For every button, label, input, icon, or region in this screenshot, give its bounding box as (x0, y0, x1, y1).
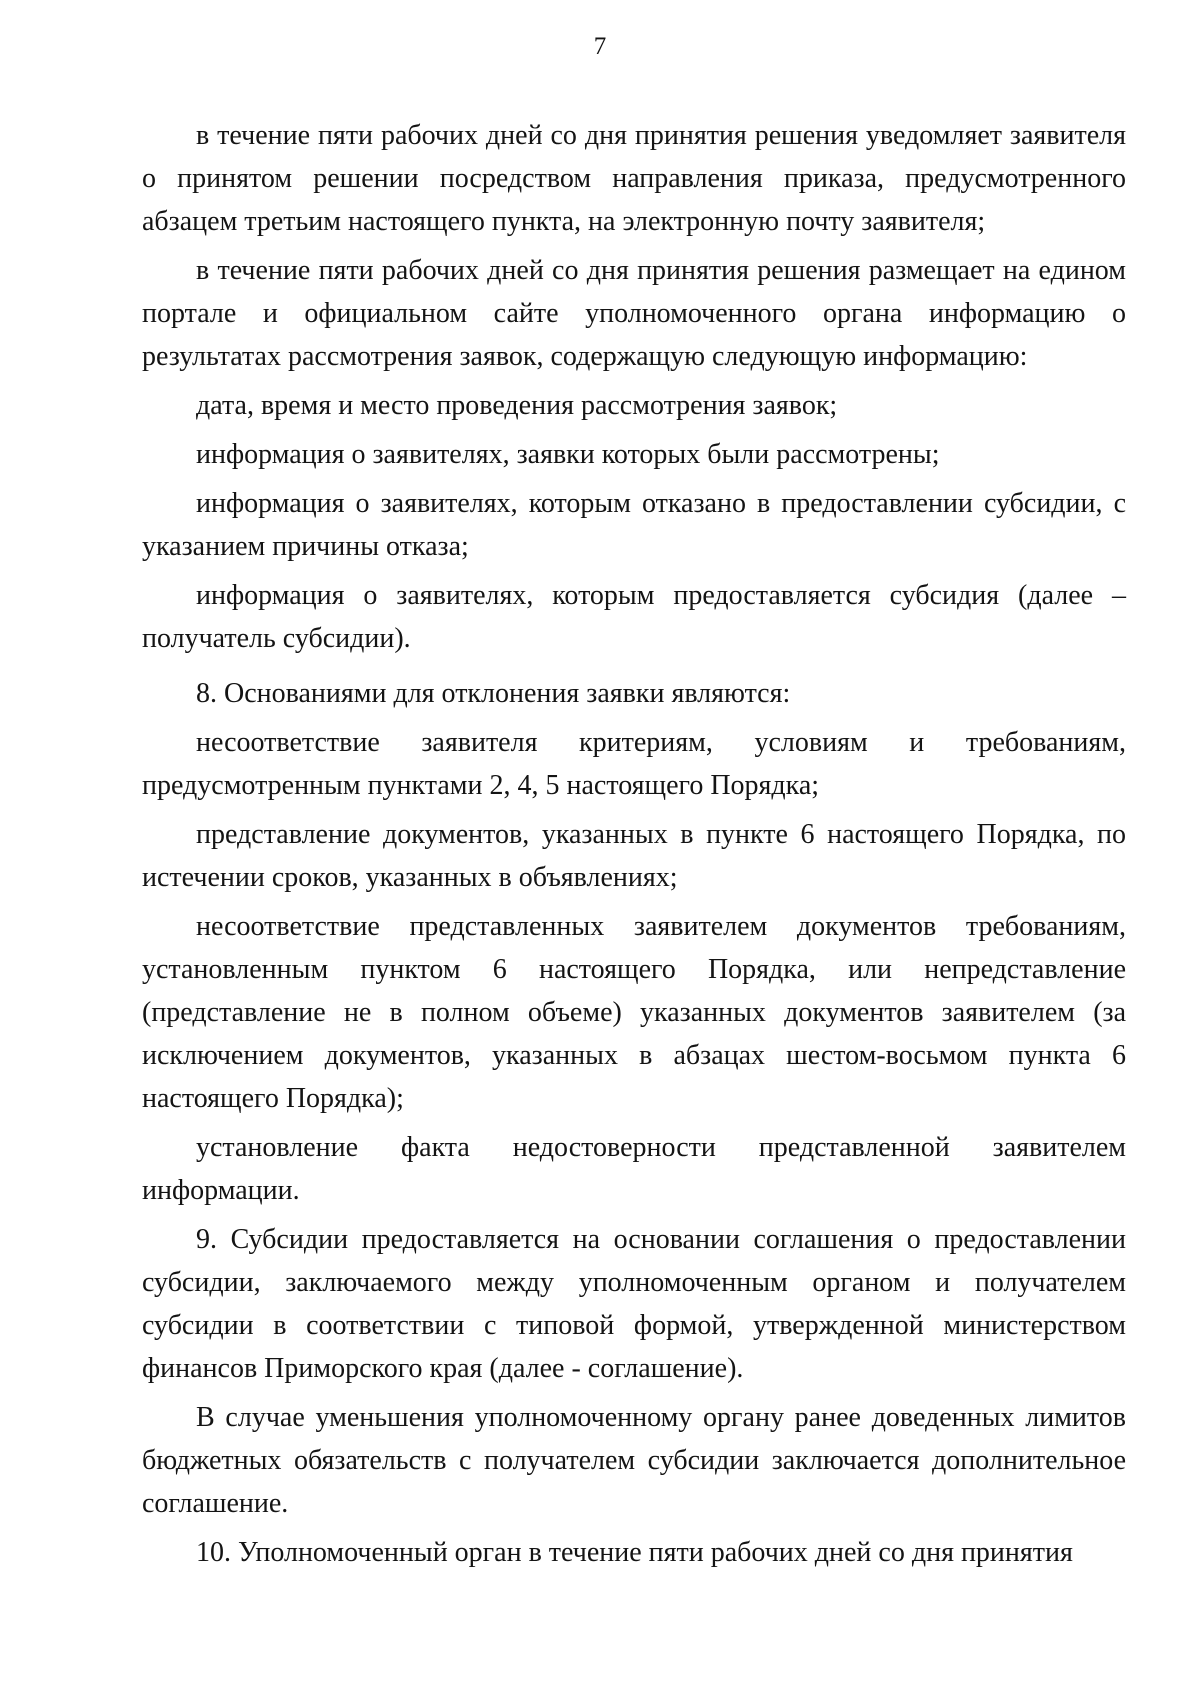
page-number: 7 (593, 33, 607, 60)
paragraph-rejection-criteria: несоответствие заявителя критериям, условиям и требованиям, предусмотренным пунктами 2, 4, 5 настоящего Порядка; (142, 727, 1126, 801)
paragraph-publish-results: в течение пяти рабочих дней со дня принятия решения размещает на едином портале и официальном сайте уполномоченного органа информацию о результатах рассмотрения заявок, содержащую следующую информацию: (142, 255, 1126, 372)
paragraph-rejection-nonconforming-documents: несоответствие представленных заявителем документов требованиям, установленным пунктом 6 настоящего Порядка, или непредставление (представление не в полном объеме) указанных документов заявителем (за исключением документов, указанных в абзацах шестом-восьмом пункта 6 настоящего Порядка); (142, 911, 1126, 1114)
paragraph-rejection-late-documents: представление документов, указанных в пункте 6 настоящего Порядка, по истечении сроков, указанных в объявлениях; (142, 819, 1126, 893)
paragraph-reviewed-applicants: информация о заявителях, заявки которых были рассмотрены; (196, 439, 940, 470)
paragraph-additional-agreement: В случае уменьшения уполномоченному органу ранее доведенных лимитов бюджетных обязательств с получателем субсидии заключается дополнительное соглашение. (142, 1402, 1126, 1519)
paragraph-section-8-heading: 8. Основаниями для отклонения заявки являются: (196, 678, 791, 709)
paragraph-subsidy-recipients: информация о заявителях, которым предоставляется субсидия (далее – получатель субсидии). (142, 580, 1126, 654)
paragraph-date-time-place: дата, время и место проведения рассмотрения заявок; (196, 390, 838, 421)
paragraph-section-9: 9. Субсидии предоставляется на основании соглашения о предоставлении субсидии, заключаемого между уполномоченным органом и получателем субсидии в соответствии с типовой формой, утвержденной министерством финансов Приморского края (далее - соглашение). (142, 1224, 1126, 1384)
paragraph-section-10: 10. Уполномоченный орган в течение пяти рабочих дней со дня принятия (196, 1537, 1073, 1568)
paragraph-notify-applicant: в течение пяти рабочих дней со дня принятия решения уведомляет заявителя о принятом решении посредством направления приказа, предусмотренного абзацем третьим настоящего пункта, на электронную почту заявителя; (142, 120, 1126, 237)
document-body (142, 114, 1126, 1580)
paragraph-rejection-false-information: установление факта недостоверности представленной заявителем информации. (142, 1132, 1126, 1206)
paragraph-refused-applicants: информация о заявителях, которым отказано в предоставлении субсидии, с указанием причины отказа; (142, 488, 1126, 562)
